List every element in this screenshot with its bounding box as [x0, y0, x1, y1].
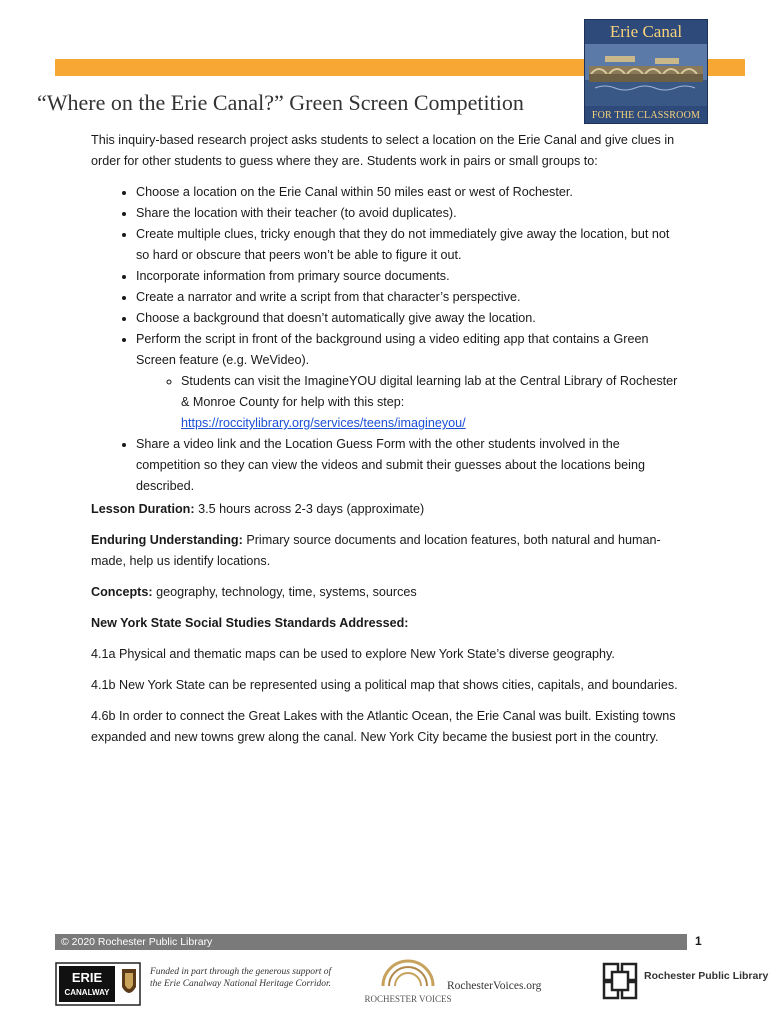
enduring-understanding-value: Primary source documents and location features, both natural and human-made, help us identify locations.: [91, 533, 661, 568]
enduring-understanding-label: Enduring Understanding:: [91, 533, 243, 547]
rochester-public-library-logo: [602, 962, 638, 1000]
task-item: • Create multiple clues, tricky enough that they do not immediately give away the location, but not so hard or obscure that peers won’t be able to figure it out.: [136, 224, 681, 266]
rv-logo-text: ROCHESTER VOICES: [364, 994, 452, 1004]
standard-item: 4.6b In order to connect the Great Lakes with the Atlantic Ocean, the Erie Canal was built. Existing towns expanded and new towns grew along the canal. New York City became the busiest port in the country.: [91, 709, 676, 744]
imagineyou-link[interactable]: https://roccitylibrary.org/services/teens/imagineyou/: [181, 416, 466, 430]
funding-credit: Funded in part through the generous support of the Erie Canalway National Heritage Corridor.: [150, 967, 332, 989]
page-title: “Where on the Erie Canal?” Green Screen Competition: [37, 90, 524, 115]
task-list: [91, 182, 681, 497]
erie-canalway-logo: [56, 963, 140, 1005]
erie-logo-top: ERIE: [71, 970, 103, 985]
erie-logo-bottom: CANALWAY: [64, 988, 110, 997]
concepts: [91, 582, 681, 603]
erie-canal-logo: [584, 19, 708, 124]
task-item: • Share a video link and the Location Guess Form with the other students involved in the competition so they can view the videos and submit their guesses about the locations being described.: [136, 434, 681, 497]
lesson-duration-label: Lesson Duration:: [91, 502, 195, 516]
logo-subtitle: FOR THE CLASSROOM: [591, 110, 701, 121]
rochester-voices-site: RochesterVoices.org: [447, 980, 542, 992]
task-item: • Incorporate information from primary source documents.: [136, 266, 681, 287]
sub-task-text: Students can visit the ImagineYOU digital learning lab at the Central Library of Rochester & Monroe County for help with this step:: [181, 374, 678, 409]
logo-title: Erie Canal: [609, 22, 683, 41]
sub-task-list: [136, 371, 681, 434]
enduring-understanding: [91, 530, 681, 572]
sub-task-item: [181, 371, 681, 434]
lesson-duration: [91, 499, 681, 520]
intro-paragraph: This inquiry-based research project asks students to select a location on the Erie Canal and give clues in order for other students to guess where they are. Students work in pairs or small groups to:: [91, 133, 675, 168]
rochester-voices-logo: [364, 956, 452, 1006]
task-item: • Choose a background that doesn’t automatically give away the location.: [136, 308, 681, 329]
concepts-value: geography, technology, time, systems, sources: [156, 585, 417, 599]
task-item: • Share the location with their teacher (to avoid duplicates).: [136, 203, 681, 224]
standard-item: 4.1a Physical and thematic maps can be used to explore New York State’s diverse geography.: [91, 647, 615, 661]
task-item: • Choose a location on the Erie Canal within 50 miles east or west of Rochester.: [136, 182, 681, 203]
copyright-text: © 2020 Rochester Public Library: [61, 936, 213, 948]
concepts-label: Concepts:: [91, 585, 153, 599]
lesson-duration-value: 3.5 hours across 2-3 days (approximate): [198, 502, 425, 516]
task-item-with-subitem: [136, 329, 681, 434]
task-item-text: Perform the script in front of the background using a video editing app that contains a Green Screen feature (e.g. WeVideo).: [136, 332, 649, 367]
canal-aqueduct-illustration: [585, 44, 707, 106]
task-item: • Create a narrator and write a script from that character’s perspective.: [136, 287, 681, 308]
footer-copyright-bar: [55, 934, 687, 950]
page-number: 1: [695, 934, 702, 948]
document-body: [91, 130, 681, 758]
standard-item: 4.1b New York State can be represented using a political map that shows cities, capitals, and boundaries.: [91, 678, 678, 692]
rochester-public-library-name: Rochester Public Library: [644, 970, 769, 982]
standards-heading: New York State Social Studies Standards Addressed:: [91, 616, 409, 630]
